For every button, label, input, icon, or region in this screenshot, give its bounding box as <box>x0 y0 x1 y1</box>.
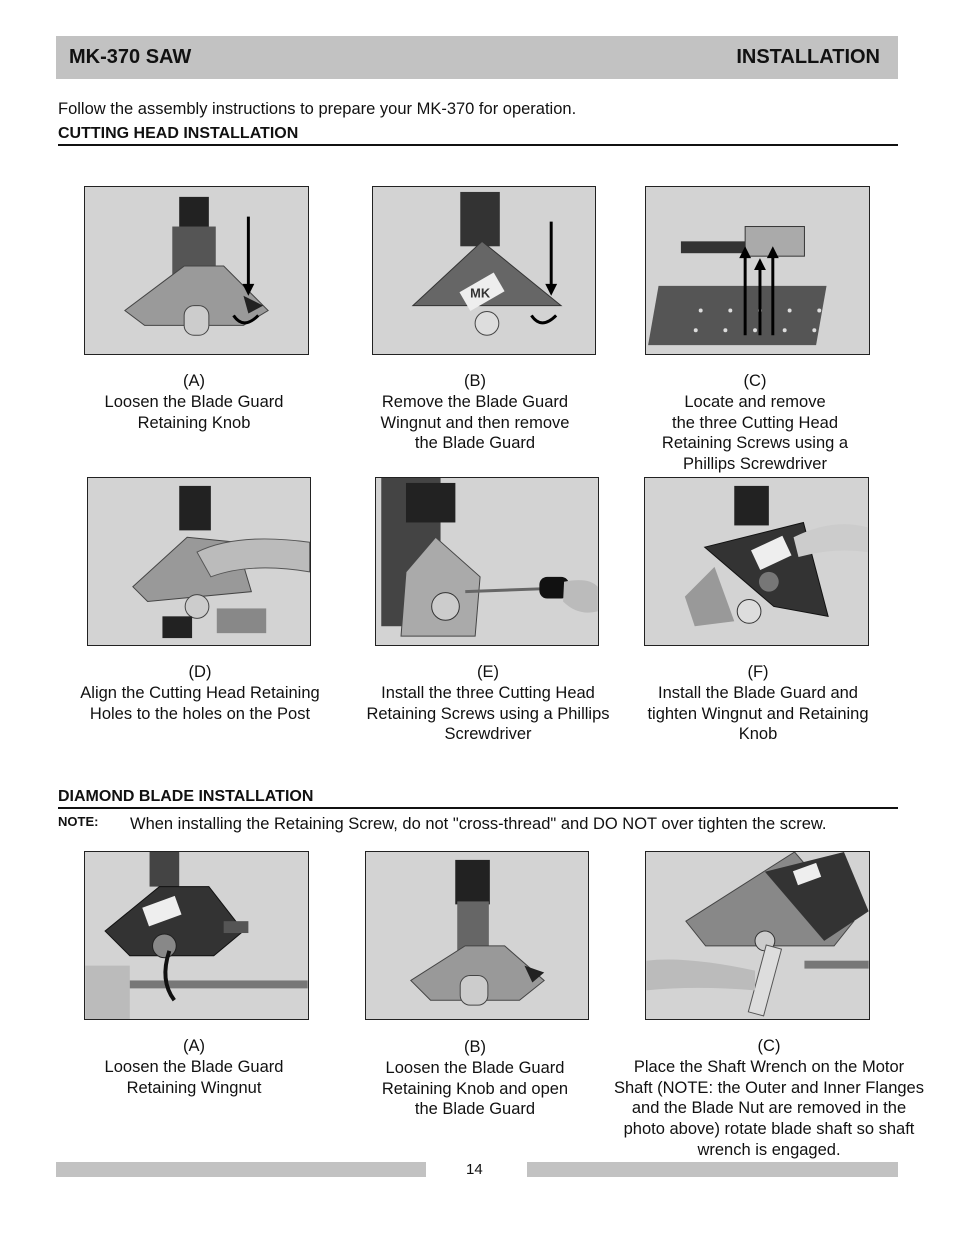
caption-text: Locate and remove the three Cutting Head Retaining Screws using a Phillips Screwdriver <box>661 392 849 474</box>
caption-blade-b <box>355 1037 595 1120</box>
note-label: NOTE: <box>58 814 99 829</box>
diamond-blade-section-title: DIAMOND BLADE INSTALLATION <box>58 788 898 809</box>
align-head-illustration <box>88 478 310 645</box>
intro-text: Follow the assembly instructions to prepare your MK-370 for operation. <box>58 100 577 118</box>
footer-bar-left <box>56 1162 426 1177</box>
photo-step-a-loosen-knob <box>84 186 309 355</box>
caption-text: Loosen the Blade Guard Retaining Knob <box>104 392 284 432</box>
caption-letter: (A) <box>183 372 205 390</box>
photo-step-b-remove-guard <box>372 186 596 355</box>
caption-blade-a <box>84 1036 304 1098</box>
caption-letter: (C) <box>757 1037 781 1055</box>
caption-letter: (B) <box>464 372 486 390</box>
footer-bar-right <box>527 1162 898 1177</box>
photo-blade-a-loosen-wingnut <box>84 851 309 1020</box>
caption-cutting-head-b <box>355 371 595 454</box>
photo-step-f-install-guard <box>644 477 869 646</box>
saw-head-illustration <box>85 187 308 354</box>
caption-text: Loosen the Blade Guard Retaining Wingnut <box>104 1057 284 1097</box>
photo-step-e-install-screws <box>375 477 599 646</box>
caption-cutting-head-c <box>635 371 875 475</box>
mk-logo-text: MK <box>470 285 491 301</box>
header-model-title: MK-370 SAW <box>69 46 192 68</box>
header-section-title: INSTALLATION <box>736 46 880 68</box>
caption-cutting-head-a <box>84 371 304 433</box>
caption-letter: (D) <box>188 663 212 681</box>
shaft-wrench-illustration <box>646 852 869 1019</box>
caption-text: Align the Cutting Head Retaining Holes to the holes on the Post <box>80 683 320 723</box>
screwdriver-illustration <box>376 478 598 645</box>
photo-step-c-locate-screws <box>645 186 870 355</box>
photo-blade-c-shaft-wrench <box>645 851 870 1020</box>
caption-letter: (E) <box>477 663 499 681</box>
note-text: When installing the Retaining Screw, do not "cross-thread" and DO NOT over tighten the screw. <box>130 815 827 833</box>
loosen-wingnut-illustration <box>85 852 308 1019</box>
page-number: 14 <box>466 1161 483 1178</box>
caption-text: Loosen the Blade Guard Retaining Knob and open the Blade Guard <box>381 1058 569 1119</box>
caption-text: Place the Shaft Wrench on the Motor Shaft (NOTE: the Outer and Inner Flanges and the Blade Nut are removed in the photo above) rotate blade shaft so shaft wrench is engaged. <box>614 1057 924 1159</box>
open-guard-illustration <box>366 852 588 1019</box>
caption-text: Install the three Cutting Head Retaining Screws using a Phillips Screwdriver <box>366 683 610 744</box>
photo-blade-b-open-guard <box>365 851 589 1020</box>
photo-step-d-align-head <box>87 477 311 646</box>
caption-cutting-head-d <box>70 662 330 724</box>
caption-letter: (A) <box>183 1037 205 1055</box>
blade-guard-illustration <box>373 187 595 354</box>
caption-text: Install the Blade Guard and tighten Wingnut and Retaining Knob <box>647 683 869 744</box>
cutting-head-section-title: CUTTING HEAD INSTALLATION <box>58 125 898 146</box>
caption-letter: (B) <box>464 1038 486 1056</box>
caption-blade-c <box>600 1036 938 1161</box>
page-header <box>56 36 898 79</box>
caption-letter: (C) <box>743 372 767 390</box>
caption-cutting-head-f <box>633 662 883 745</box>
caption-text: Remove the Blade Guard Wingnut and then remove the Blade Guard <box>380 392 570 453</box>
caption-letter: (F) <box>747 663 769 681</box>
caption-cutting-head-e <box>355 662 621 745</box>
saw-table-illustration <box>646 187 869 354</box>
install-guard-illustration <box>645 478 868 645</box>
